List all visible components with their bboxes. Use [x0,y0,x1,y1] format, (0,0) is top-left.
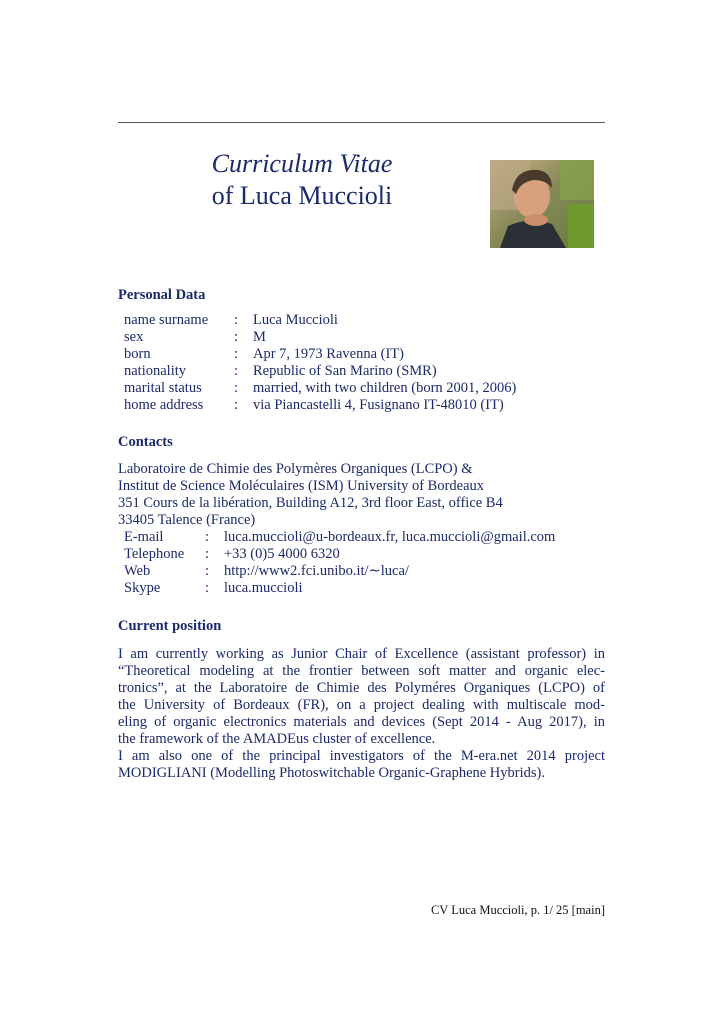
personal-row-nationality [124,363,516,380]
contact-key: Telephone [124,546,185,562]
separator-colon: : [205,563,210,579]
telephone-value: +33 (0)5 4000 6320 [224,546,340,562]
cv-title-line2: of Luca Muccioli [211,181,393,210]
personal-row-home-address [124,397,516,414]
personal-value: M [253,329,266,345]
paragraph-line: the University of Bordeaux (FR), on a project dealing with multiscale mod- [118,697,605,713]
paragraph-line: eling of organic electronics materials and devices (Sept 2014 - Aug 2017), in [118,714,605,730]
separator-colon: : [234,380,239,396]
personal-value: married, with two children (born 2001, 2006) [253,380,517,396]
personal-value: Luca Muccioli [253,312,338,328]
separator-colon: : [234,363,239,379]
personal-key: born [124,346,151,362]
paragraph-line: I am also one of the principal investigators of the M-era.net 2014 project [118,748,605,764]
skype-value: luca.muccioli [224,580,303,596]
personal-row-name [124,312,516,329]
separator-colon: : [234,312,239,328]
separator-colon: : [234,346,239,362]
personal-key: home address [124,397,204,413]
profile-photo-image [490,160,594,248]
personal-value: Republic of San Marino (SMR) [253,363,437,379]
top-rule [118,122,605,123]
personal-key: sex [124,329,144,345]
contact-key: Skype [124,580,161,596]
paragraph-line: I am currently working as Junior Chair of Excellence (assistant professor) in [118,646,605,662]
address-line: 33405 Talence (France) [118,512,256,528]
contact-row-web [124,563,555,580]
current-position-heading: Current position [118,618,222,634]
personal-value: via Piancastelli 4, Fusignano IT-48010 (IT) [253,397,504,413]
cv-title [118,148,486,212]
cv-title-line1: Curriculum Vitae [211,149,393,178]
personal-key: name surname [124,312,209,328]
contact-key: Web [124,563,151,579]
paragraph-line: the framework of the AMADEus cluster of excellence. [118,731,436,747]
separator-colon: : [205,546,210,562]
separator-colon: : [234,397,239,413]
contact-key: E-mail [124,529,164,545]
contacts-address [118,461,605,529]
personal-data-table [124,312,516,414]
personal-row-sex [124,329,516,346]
personal-value: Apr 7, 1973 Ravenna (IT) [253,346,404,362]
contacts-table [124,529,555,597]
personal-row-born [124,346,516,363]
personal-key: nationality [124,363,187,379]
separator-colon: : [205,580,210,596]
address-line: Laboratoire de Chimie des Polymères Organiques (LCPO) & [118,461,473,477]
paragraph-line: tronics”, at the Laboratoire de Chimie des Polyméres Organiques (LCPO) of [118,680,605,696]
personal-row-marital-status [124,380,516,397]
web-link[interactable]: http://www2.fci.unibo.it/∼luca/ [224,563,409,579]
email-link[interactable]: luca.muccioli@u-bordeaux.fr, luca.muccioli@gmail.com [224,529,556,545]
contacts-heading: Contacts [118,434,173,450]
profile-photo [490,160,594,248]
current-position-text [118,646,605,782]
page-footer: CV Luca Muccioli, p. 1/ 25 [main] [430,903,605,917]
contact-row-skype [124,580,555,597]
separator-colon: : [205,529,210,545]
personal-key: marital status [124,380,202,396]
address-line: Institut de Science Moléculaires (ISM) University of Bordeaux [118,478,485,494]
contact-row-telephone [124,546,555,563]
paragraph-line: “Theoretical modeling at the frontier between soft matter and organic elec- [118,663,605,679]
separator-colon: : [234,329,239,345]
contact-row-email [124,529,555,546]
paragraph-line: MODIGLIANI (Modelling Photoswitchable Organic-Graphene Hybrids). [118,765,545,781]
personal-data-heading: Personal Data [118,287,206,303]
address-line: 351 Cours de la libération, Building A12, 3rd floor East, office B4 [118,495,503,511]
